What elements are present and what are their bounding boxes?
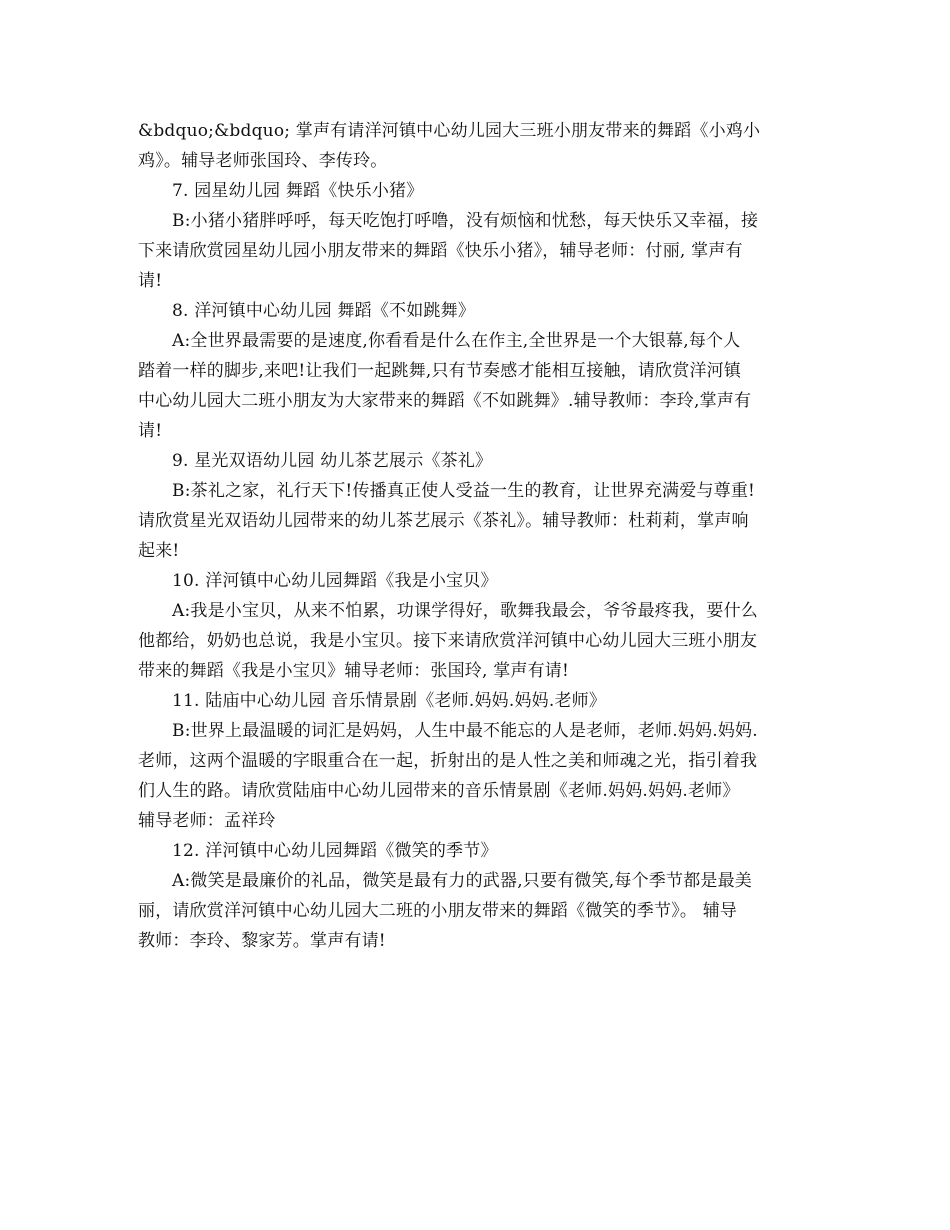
program-item-script <box>138 206 814 296</box>
text-line: 起来! <box>138 541 180 561</box>
text-line: 他都给，奶奶也总说，我是小宝贝。接下来请欣赏洋河镇中心幼儿园大三班小朋友 <box>138 631 758 651</box>
text-line: 踏着一样的脚步,来吧!让我们一起跳舞,只有节奏感才能相互接触，请欣赏洋河镇 <box>138 361 742 381</box>
text-line: B:茶礼之家，礼行天下!传播真正使人受益一生的教育，让世界充满爱与尊重! <box>172 481 756 501</box>
text-line: 中心幼儿园大二班小朋友为大家带来的舞蹈《不如跳舞》.辅导教师：李玲,掌声有 <box>138 391 752 411</box>
text-line: 教师：李玲、黎家芳。掌声有请! <box>138 931 386 951</box>
text-line: A:全世界最需要的是速度,你看看是什么在作主,全世界是一个大银幕,每个人 <box>172 331 741 351</box>
program-item-heading: 10. 洋河镇中心幼儿园舞蹈《我是小宝贝》 <box>172 571 498 591</box>
text-line: 带来的舞蹈《我是小宝贝》辅导老师：张国玲, 掌声有请! <box>138 661 570 681</box>
program-item-script <box>138 866 814 956</box>
text-line: 鸡》。辅导老师张国玲、李传玲。 <box>138 151 388 171</box>
program-item-heading: 9. 星光双语幼儿园 幼儿茶艺展示《茶礼》 <box>172 451 493 471</box>
program-item-script <box>138 716 814 836</box>
program-item-heading: 11. 陆庙中心幼儿园 音乐情景剧《老师.妈妈.妈妈.老师》 <box>172 691 607 711</box>
text-line: B:世界上最温暖的词汇是妈妈，人生中最不能忘的人是老师，老师.妈妈.妈妈. <box>172 721 758 741</box>
text-line: 丽，请欣赏洋河镇中心幼儿园大二班的小朋友带来的舞蹈《微笑的季节》。 辅导 <box>138 901 738 921</box>
text-line: B:小猪小猪胖呼呼，每天吃饱打呼噜，没有烦恼和忧愁，每天快乐又幸福，接 <box>172 211 759 231</box>
text-line: 们人生的路。请欣赏陆庙中心幼儿园带来的音乐情景剧《老师.妈妈.妈妈.老师》 <box>138 781 740 801</box>
text-line: 请欣赏星光双语幼儿园带来的幼儿茶艺展示《茶礼》。辅导教师：杜莉莉，掌声响 <box>138 511 749 531</box>
program-item-script <box>138 476 814 566</box>
text-line: A:我是小宝贝，从来不怕累，功课学得好，歌舞我最会，爷爷最疼我，要什么 <box>172 601 759 621</box>
document-body <box>138 116 814 956</box>
text-line: 下来请欣赏园星幼儿园小朋友带来的舞蹈《快乐小猪》，辅导老师：付丽, 掌声有 <box>138 241 743 261</box>
text-line: 辅导老师：孟祥玲 <box>138 811 276 831</box>
text-line: A:微笑是最廉价的礼品，微笑是最有力的武器,只要有微笑,每个季节都是最美 <box>172 871 753 891</box>
program-item-heading: 8. 洋河镇中心幼儿园 舞蹈《不如跳舞》 <box>172 301 476 321</box>
program-item-script <box>138 326 814 446</box>
intro-paragraph <box>138 116 814 176</box>
text-line: 请! <box>138 421 163 441</box>
text-line: 请! <box>138 271 163 291</box>
program-item-heading: 7. 园星幼儿园 舞蹈《快乐小猪》 <box>172 181 424 201</box>
text-line: 老师，这两个温暖的字眼重合在一起，折射出的是人性之美和师魂之光，指引着我 <box>138 751 758 771</box>
program-item-script <box>138 596 814 686</box>
program-item-heading: 12. 洋河镇中心幼儿园舞蹈《微笑的季节》 <box>172 841 498 861</box>
text-line: &bdquo;&bdquo; 掌声有请洋河镇中心幼儿园大三班小朋友带来的舞蹈《小鸡小 <box>138 121 761 141</box>
